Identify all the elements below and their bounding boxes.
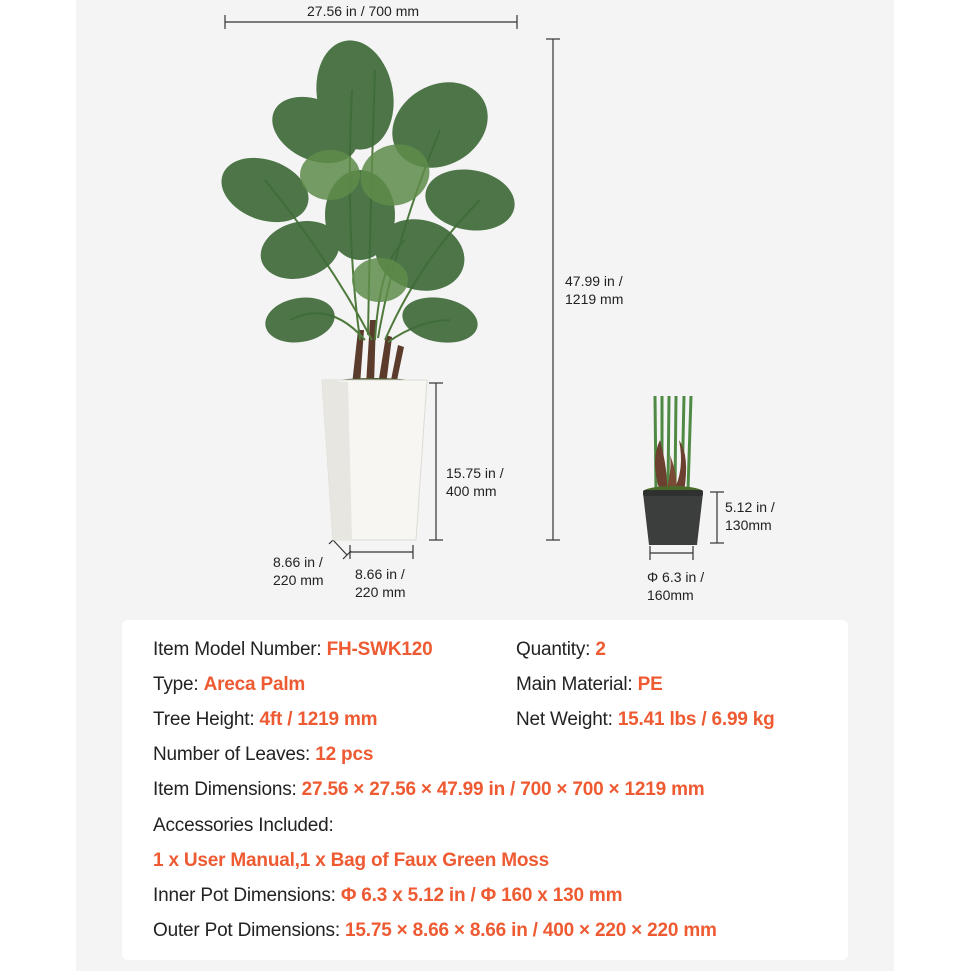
- spec-outer-pot-label: Outer Pot Dimensions:: [153, 920, 340, 941]
- spec-inner-pot-label: Inner Pot Dimensions:: [153, 885, 336, 906]
- spec-type-value: Areca Palm: [203, 674, 306, 695]
- inner-pot-height-line-1: 5.12 in /: [725, 499, 775, 515]
- total-height-line-2: 1219 mm: [565, 291, 624, 307]
- spec-weight: [516, 708, 775, 732]
- spec-weight-value: 15.41 lbs / 6.99 kg: [617, 709, 775, 730]
- pot-depth-line-1: 8.66 in /: [273, 554, 323, 570]
- spec-accessories-list: [153, 849, 549, 873]
- pot-depth-line-2: 220 mm: [273, 572, 324, 588]
- spec-leaves-value: 12 pcs: [315, 744, 374, 765]
- spec-item-dimensions-value: 27.56 × 27.56 × 47.99 in / 700 × 700 × 1219 mm: [301, 779, 705, 800]
- inner-pot-diameter-label: [647, 568, 704, 604]
- spec-item-dimensions: [153, 778, 704, 802]
- inner-pot-diameter-line-2: 160mm: [647, 587, 694, 603]
- pot-depth-label: [273, 553, 324, 589]
- spec-item-dimensions-label: Item Dimensions:: [153, 779, 297, 800]
- spec-quantity: [516, 638, 606, 662]
- spec-weight-label: Net Weight:: [516, 709, 613, 730]
- palm-trunks: [352, 320, 404, 385]
- spec-accessories-value: 1 x User Manual,1 x Bag of Faux Green Moss: [153, 850, 550, 871]
- small-plant: [643, 396, 703, 545]
- pot-height-line-2: 400 mm: [446, 483, 497, 499]
- spec-material-value: PE: [637, 674, 663, 695]
- spec-model: [153, 638, 433, 662]
- spec-outer-pot-value: 15.75 × 8.66 × 8.66 in / 400 × 220 × 220 mm: [345, 920, 717, 941]
- spec-outer-pot: [153, 919, 717, 943]
- total-height-line-1: 47.99 in /: [565, 273, 623, 289]
- spec-accessories-label: Accessories Included:: [153, 815, 334, 836]
- spec-model-label: Item Model Number:: [153, 639, 322, 660]
- pot-width-line-2: 220 mm: [355, 584, 406, 600]
- pot-width-label: [355, 565, 406, 601]
- spec-inner-pot: [153, 884, 622, 908]
- total-width-label: 27.56 in / 700 mm: [307, 3, 420, 19]
- spec-type: [153, 673, 305, 697]
- inner-pot-height-label: [725, 498, 775, 534]
- spec-height-value: 4ft / 1219 mm: [259, 709, 378, 730]
- spec-accessories: [153, 814, 334, 838]
- spec-quantity-value: 2: [595, 639, 606, 660]
- inner-pot-diameter-line-1: Φ 6.3 in /: [647, 569, 705, 585]
- total-height-label: [565, 272, 623, 308]
- spec-leaves-label: Number of Leaves:: [153, 744, 311, 765]
- spec-model-value: FH-SWK120: [326, 639, 433, 660]
- spec-inner-pot-value: Φ 6.3 x 5.12 in / Φ 160 x 130 mm: [340, 885, 623, 906]
- spec-material: [516, 673, 663, 697]
- spec-material-label: Main Material:: [516, 674, 633, 695]
- spec-leaves: [153, 743, 373, 767]
- spec-type-label: Type:: [153, 674, 199, 695]
- inner-pot-height-line-2: 130mm: [725, 517, 772, 533]
- spec-quantity-label: Quantity:: [516, 639, 591, 660]
- spec-height: [153, 708, 377, 732]
- tall-pot: [322, 378, 427, 540]
- pot-height-line-1: 15.75 in /: [446, 465, 504, 481]
- pot-width-line-1: 8.66 in /: [355, 566, 405, 582]
- spec-height-label: Tree Height:: [153, 709, 255, 730]
- pot-height-label: [446, 464, 504, 500]
